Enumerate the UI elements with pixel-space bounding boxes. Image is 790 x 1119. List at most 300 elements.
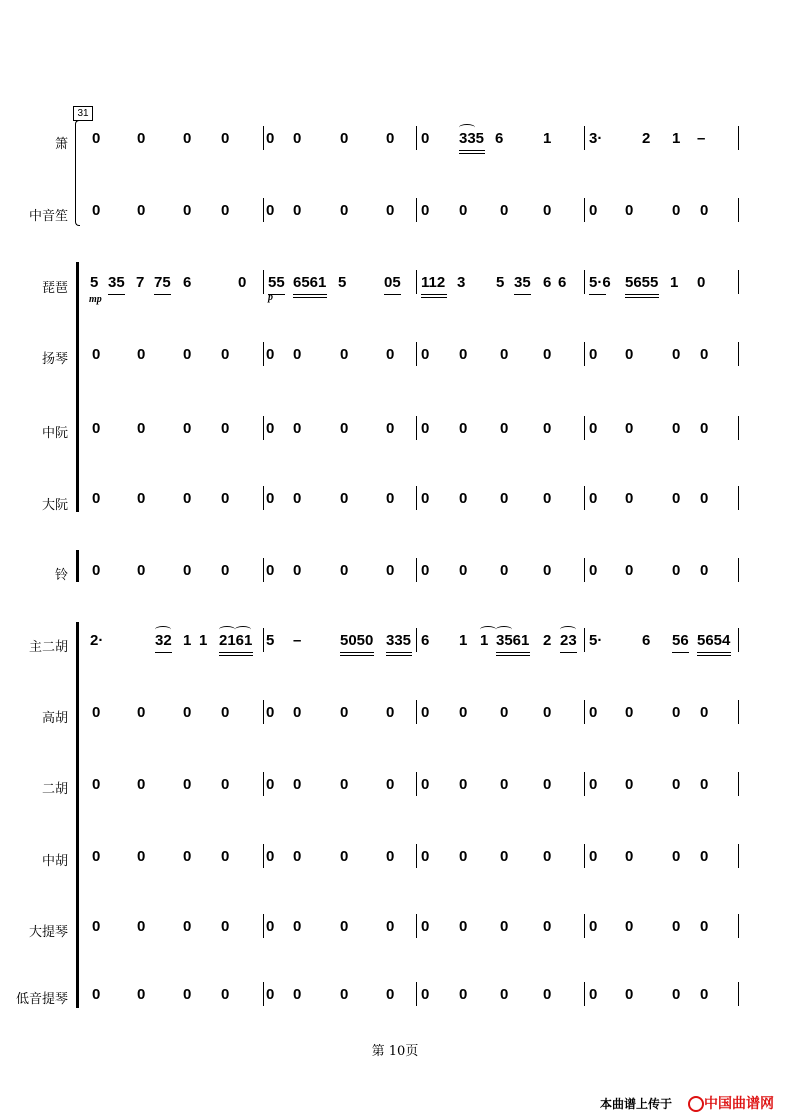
jianpu-note: 0 bbox=[625, 420, 634, 437]
jianpu-note: 0 bbox=[500, 986, 509, 1003]
jianpu-note: 7 bbox=[136, 274, 145, 291]
jianpu-note: 0 bbox=[92, 490, 101, 507]
beam-underline bbox=[154, 294, 171, 295]
jianpu-note: 0 bbox=[543, 420, 552, 437]
jianpu-note: 3 bbox=[457, 274, 466, 291]
jianpu-note: 6 bbox=[543, 274, 552, 291]
jianpu-note: 0 bbox=[221, 420, 230, 437]
upload-caption: 本曲谱上传于 bbox=[600, 1097, 673, 1111]
jianpu-note: 335 bbox=[386, 632, 412, 649]
barline bbox=[738, 700, 739, 724]
instrument-label-diyintiqin: 低音提琴 bbox=[15, 992, 68, 1007]
jianpu-note: 0 bbox=[137, 704, 146, 721]
jianpu-note: 5· bbox=[589, 632, 603, 649]
jianpu-note: 0 bbox=[293, 562, 302, 579]
instrument-label-zhongyinsheng: 中音笙 bbox=[28, 209, 68, 224]
jianpu-note: 1 bbox=[670, 274, 679, 291]
jianpu-note: 0 bbox=[589, 420, 598, 437]
beam-underline bbox=[340, 655, 374, 656]
jianpu-note: 0 bbox=[386, 562, 395, 579]
instrument-label-yangqin: 扬琴 bbox=[41, 352, 68, 367]
jianpu-note: 0 bbox=[221, 704, 230, 721]
jianpu-note: 0 bbox=[293, 918, 302, 935]
jianpu-note: 0 bbox=[500, 202, 509, 219]
bowed-bracket bbox=[76, 622, 79, 1008]
jianpu-note: 0 bbox=[137, 420, 146, 437]
percussion-bracket bbox=[76, 550, 79, 582]
jianpu-note: – bbox=[293, 632, 302, 649]
slur-tie bbox=[459, 124, 475, 131]
jianpu-note: 0 bbox=[266, 420, 275, 437]
instrument-label-zhongruan: 中阮 bbox=[41, 426, 68, 441]
jianpu-note: 0 bbox=[92, 202, 101, 219]
jianpu-note: 0 bbox=[183, 346, 192, 363]
jianpu-note: 0 bbox=[421, 346, 430, 363]
barline bbox=[416, 198, 417, 222]
jianpu-note: 0 bbox=[543, 346, 552, 363]
jianpu-note: 0 bbox=[672, 848, 681, 865]
jianpu-note: 0 bbox=[500, 420, 509, 437]
jianpu-note: 0 bbox=[459, 848, 468, 865]
jianpu-note: 0 bbox=[340, 704, 349, 721]
jianpu-note: 2 bbox=[543, 632, 552, 649]
jianpu-note: 0 bbox=[293, 704, 302, 721]
jianpu-note: 0 bbox=[421, 704, 430, 721]
barline bbox=[738, 342, 739, 366]
beam-underline bbox=[697, 655, 731, 656]
jianpu-note: 0 bbox=[221, 918, 230, 935]
jianpu-note: 0 bbox=[340, 346, 349, 363]
jianpu-note: 0 bbox=[500, 704, 509, 721]
jianpu-note: 0 bbox=[672, 202, 681, 219]
jianpu-note: 0 bbox=[92, 562, 101, 579]
jianpu-note: 6 bbox=[421, 632, 430, 649]
barline bbox=[416, 486, 417, 510]
jianpu-note: 6 bbox=[558, 274, 567, 291]
barline bbox=[263, 270, 264, 294]
jianpu-note: 0 bbox=[137, 918, 146, 935]
jianpu-note: 0 bbox=[421, 918, 430, 935]
jianpu-note: 0 bbox=[266, 202, 275, 219]
barline bbox=[263, 198, 264, 222]
jianpu-note: 0 bbox=[293, 202, 302, 219]
jianpu-note: 1 bbox=[183, 632, 192, 649]
jianpu-note: 0 bbox=[543, 848, 552, 865]
jianpu-note: 0 bbox=[386, 346, 395, 363]
jianpu-note: 5654 bbox=[697, 632, 731, 649]
jianpu-note: 0 bbox=[221, 130, 230, 147]
barline bbox=[738, 628, 739, 652]
barline bbox=[416, 700, 417, 724]
jianpu-note: 0 bbox=[221, 848, 230, 865]
jianpu-note: 0 bbox=[183, 562, 192, 579]
jianpu-note: – bbox=[697, 130, 706, 147]
jianpu-note: 0 bbox=[625, 918, 634, 935]
jianpu-note: 0 bbox=[589, 202, 598, 219]
jianpu-note: 0 bbox=[266, 346, 275, 363]
jianpu-note: 0 bbox=[266, 918, 275, 935]
jianpu-note: 0 bbox=[293, 130, 302, 147]
jianpu-note: 0 bbox=[459, 346, 468, 363]
jianpu-note: 0 bbox=[700, 986, 709, 1003]
jianpu-note: 0 bbox=[137, 776, 146, 793]
page-number: 第 10页 bbox=[371, 1044, 419, 1059]
slur-tie bbox=[235, 626, 251, 633]
barline bbox=[738, 126, 739, 150]
beam-underline bbox=[625, 297, 659, 298]
beam-underline bbox=[293, 297, 327, 298]
instrument-label-zhuerhu: 主二胡 bbox=[28, 640, 68, 655]
jianpu-note: 0 bbox=[92, 986, 101, 1003]
barline bbox=[584, 416, 585, 440]
jianpu-note: 5 bbox=[90, 274, 99, 291]
jianpu-note: 0 bbox=[672, 704, 681, 721]
barline bbox=[263, 342, 264, 366]
jianpu-note: 23 bbox=[560, 632, 577, 649]
dynamic-p: p bbox=[268, 292, 273, 303]
barline bbox=[584, 270, 585, 294]
beam-underline bbox=[421, 294, 447, 295]
jianpu-note: 0 bbox=[421, 130, 430, 147]
jianpu-note: 0 bbox=[183, 986, 192, 1003]
jianpu-note: 1 bbox=[459, 632, 468, 649]
jianpu-note: 0 bbox=[92, 420, 101, 437]
jianpu-note: 0 bbox=[589, 490, 598, 507]
beam-underline bbox=[386, 652, 412, 653]
barline bbox=[416, 342, 417, 366]
jianpu-note: 0 bbox=[700, 776, 709, 793]
jianpu-note: 0 bbox=[183, 918, 192, 935]
jianpu-note: 0 bbox=[625, 848, 634, 865]
jianpu-note: 5050 bbox=[340, 632, 374, 649]
barline bbox=[738, 198, 739, 222]
beam-underline bbox=[219, 655, 253, 656]
jianpu-note: 0 bbox=[589, 918, 598, 935]
jianpu-note: 0 bbox=[221, 490, 230, 507]
site-logo-text: 中国曲谱网 bbox=[704, 1096, 774, 1112]
jianpu-note: 0 bbox=[266, 130, 275, 147]
jianpu-note: 5 bbox=[496, 274, 505, 291]
jianpu-note: 0 bbox=[386, 776, 395, 793]
jianpu-note: 0 bbox=[92, 776, 101, 793]
jianpu-note: 56 bbox=[672, 632, 689, 649]
jianpu-note: 0 bbox=[421, 202, 430, 219]
jianpu-note: 0 bbox=[625, 202, 634, 219]
jianpu-note: 0 bbox=[421, 420, 430, 437]
barline bbox=[584, 982, 585, 1006]
jianpu-note: 0 bbox=[386, 986, 395, 1003]
jianpu-note: 0 bbox=[589, 848, 598, 865]
barline bbox=[263, 558, 264, 582]
jianpu-note: 0 bbox=[672, 918, 681, 935]
jianpu-note: 0 bbox=[459, 704, 468, 721]
jianpu-note: 0 bbox=[386, 918, 395, 935]
instrument-label-xiao: 箫 bbox=[54, 137, 68, 152]
jianpu-note: 1 bbox=[480, 632, 489, 649]
winds-brace bbox=[75, 120, 80, 226]
barline bbox=[738, 844, 739, 868]
jianpu-note: 0 bbox=[340, 776, 349, 793]
measure-number: 31 bbox=[73, 106, 93, 121]
jianpu-note: 0 bbox=[340, 918, 349, 935]
jianpu-note: 0 bbox=[266, 848, 275, 865]
jianpu-note: 0 bbox=[421, 490, 430, 507]
beam-underline bbox=[625, 294, 659, 295]
dynamic-mp: mp bbox=[89, 294, 102, 305]
barline bbox=[738, 982, 739, 1006]
jianpu-note: 0 bbox=[340, 848, 349, 865]
jianpu-note: 0 bbox=[266, 776, 275, 793]
jianpu-note: 5 bbox=[266, 632, 275, 649]
jianpu-note: 0 bbox=[672, 562, 681, 579]
jianpu-note: 0 bbox=[700, 202, 709, 219]
jianpu-note: 2 bbox=[642, 130, 651, 147]
jianpu-note: 0 bbox=[293, 346, 302, 363]
jianpu-note: 0 bbox=[700, 848, 709, 865]
barline bbox=[263, 982, 264, 1006]
jianpu-note: 3561 bbox=[496, 632, 530, 649]
jianpu-note: 0 bbox=[183, 490, 192, 507]
beam-underline bbox=[459, 150, 485, 151]
barline bbox=[738, 270, 739, 294]
jianpu-note: 0 bbox=[543, 202, 552, 219]
jianpu-note: 5655 bbox=[625, 274, 659, 291]
jianpu-note: 0 bbox=[340, 986, 349, 1003]
circle-logo-icon bbox=[688, 1096, 704, 1112]
jianpu-note: 0 bbox=[700, 346, 709, 363]
jianpu-note: 0 bbox=[293, 776, 302, 793]
barline bbox=[738, 772, 739, 796]
jianpu-note: 0 bbox=[543, 918, 552, 935]
barline bbox=[584, 486, 585, 510]
jianpu-note: 0 bbox=[672, 490, 681, 507]
jianpu-note: 0 bbox=[589, 704, 598, 721]
barline bbox=[738, 914, 739, 938]
jianpu-note: 0 bbox=[183, 420, 192, 437]
jianpu-note: 0 bbox=[386, 420, 395, 437]
jianpu-note: 0 bbox=[421, 776, 430, 793]
instrument-label-ling: 铃 bbox=[54, 568, 68, 583]
jianpu-note: 0 bbox=[183, 776, 192, 793]
jianpu-note: 0 bbox=[700, 918, 709, 935]
slur-tie bbox=[219, 626, 235, 633]
jianpu-note: 0 bbox=[500, 490, 509, 507]
beam-underline bbox=[672, 652, 689, 653]
jianpu-note: 1 bbox=[199, 632, 208, 649]
jianpu-note: 0 bbox=[340, 202, 349, 219]
barline bbox=[738, 416, 739, 440]
jianpu-note: 3· bbox=[589, 130, 603, 147]
jianpu-note: 0 bbox=[386, 202, 395, 219]
jianpu-note: 0 bbox=[293, 986, 302, 1003]
beam-underline bbox=[421, 297, 447, 298]
jianpu-note: 0 bbox=[137, 490, 146, 507]
jianpu-note: 0 bbox=[543, 704, 552, 721]
jianpu-note: 0 bbox=[500, 848, 509, 865]
jianpu-note: 0 bbox=[459, 776, 468, 793]
jianpu-note: 112 bbox=[421, 274, 446, 291]
barline bbox=[263, 844, 264, 868]
jianpu-note: 0 bbox=[700, 490, 709, 507]
jianpu-note: 0 bbox=[543, 776, 552, 793]
jianpu-note: 6 bbox=[183, 274, 192, 291]
jianpu-note: 0 bbox=[459, 986, 468, 1003]
slur-tie bbox=[480, 626, 496, 633]
jianpu-note: 0 bbox=[92, 346, 101, 363]
barline bbox=[263, 416, 264, 440]
jianpu-note: 0 bbox=[459, 918, 468, 935]
jianpu-note: 0 bbox=[700, 704, 709, 721]
barline bbox=[584, 126, 585, 150]
beam-underline bbox=[697, 652, 731, 653]
jianpu-note: 75 bbox=[154, 274, 171, 291]
instrument-label-datiqin: 大提琴 bbox=[28, 925, 68, 940]
jianpu-note: 0 bbox=[543, 562, 552, 579]
jianpu-note: 0 bbox=[543, 490, 552, 507]
jianpu-note: 0 bbox=[340, 562, 349, 579]
barline bbox=[584, 342, 585, 366]
jianpu-note: 5 bbox=[338, 274, 347, 291]
jianpu-note: 0 bbox=[221, 986, 230, 1003]
jianpu-note: 0 bbox=[543, 986, 552, 1003]
jianpu-note: 0 bbox=[266, 704, 275, 721]
jianpu-note: 0 bbox=[340, 490, 349, 507]
jianpu-note: 0 bbox=[340, 130, 349, 147]
beam-underline bbox=[219, 652, 253, 653]
barline bbox=[416, 772, 417, 796]
jianpu-note: 0 bbox=[238, 274, 247, 291]
jianpu-note: 0 bbox=[500, 346, 509, 363]
barline bbox=[738, 486, 739, 510]
barline bbox=[263, 628, 264, 652]
jianpu-note: 1 bbox=[543, 130, 552, 147]
barline bbox=[263, 914, 264, 938]
plucked-bracket bbox=[76, 262, 79, 512]
beam-underline bbox=[459, 153, 485, 154]
barline bbox=[584, 914, 585, 938]
jianpu-note: 0 bbox=[459, 202, 468, 219]
beam-underline bbox=[496, 652, 530, 653]
barline bbox=[416, 126, 417, 150]
jianpu-note: 0 bbox=[221, 202, 230, 219]
jianpu-note: 0 bbox=[700, 562, 709, 579]
barline bbox=[263, 486, 264, 510]
jianpu-note: 0 bbox=[183, 848, 192, 865]
barline bbox=[416, 628, 417, 652]
jianpu-note: 0 bbox=[221, 346, 230, 363]
jianpu-note: 335 bbox=[459, 130, 485, 147]
beam-underline bbox=[155, 652, 172, 653]
barline bbox=[584, 844, 585, 868]
jianpu-note: 0 bbox=[421, 562, 430, 579]
jianpu-note: 0 bbox=[700, 420, 709, 437]
jianpu-note: 0 bbox=[386, 490, 395, 507]
barline bbox=[416, 416, 417, 440]
beam-underline bbox=[384, 294, 401, 295]
jianpu-note: 1 bbox=[672, 130, 681, 147]
jianpu-note: 0 bbox=[589, 776, 598, 793]
instrument-label-zhonghu: 中胡 bbox=[41, 854, 68, 869]
barline bbox=[263, 700, 264, 724]
jianpu-note: 0 bbox=[92, 918, 101, 935]
jianpu-note: 0 bbox=[625, 346, 634, 363]
beam-underline bbox=[514, 294, 531, 295]
barline bbox=[738, 558, 739, 582]
jianpu-note: 0 bbox=[293, 848, 302, 865]
slur-tie bbox=[496, 626, 512, 633]
jianpu-note: 0 bbox=[293, 420, 302, 437]
barline bbox=[584, 772, 585, 796]
jianpu-note: 0 bbox=[137, 848, 146, 865]
jianpu-note: 6561 bbox=[293, 274, 327, 291]
slur-tie bbox=[155, 626, 171, 633]
jianpu-note: 0 bbox=[672, 420, 681, 437]
jianpu-note: 0 bbox=[266, 490, 275, 507]
jianpu-note: 32 bbox=[155, 632, 172, 649]
jianpu-note: 5·6 bbox=[589, 274, 611, 291]
jianpu-note: 0 bbox=[459, 562, 468, 579]
jianpu-note: 0 bbox=[500, 776, 509, 793]
jianpu-note: 0 bbox=[625, 490, 634, 507]
jianpu-note: 0 bbox=[589, 346, 598, 363]
beam-underline bbox=[386, 655, 412, 656]
instrument-label-gaohu: 高胡 bbox=[41, 711, 68, 726]
jianpu-note: 0 bbox=[183, 202, 192, 219]
jianpu-note: 0 bbox=[183, 704, 192, 721]
barline bbox=[416, 914, 417, 938]
jianpu-note: 0 bbox=[137, 346, 146, 363]
jianpu-note: 0 bbox=[625, 704, 634, 721]
jianpu-note: 0 bbox=[183, 130, 192, 147]
jianpu-note: 0 bbox=[625, 562, 634, 579]
jianpu-note: 0 bbox=[92, 848, 101, 865]
jianpu-note: 6 bbox=[642, 632, 651, 649]
beam-underline bbox=[340, 652, 374, 653]
jianpu-note: 0 bbox=[137, 986, 146, 1003]
jianpu-note: 55 bbox=[268, 274, 285, 291]
jianpu-note: 2161 bbox=[219, 632, 253, 649]
barline bbox=[263, 772, 264, 796]
jianpu-note: 0 bbox=[500, 562, 509, 579]
jianpu-note: 0 bbox=[137, 562, 146, 579]
jianpu-note: 0 bbox=[459, 420, 468, 437]
barline bbox=[584, 558, 585, 582]
jianpu-note: 0 bbox=[459, 490, 468, 507]
barline bbox=[263, 126, 264, 150]
jianpu-note: 0 bbox=[92, 704, 101, 721]
beam-underline bbox=[293, 294, 327, 295]
instrument-label-pipa: 琵琶 bbox=[41, 281, 68, 296]
jianpu-note: 0 bbox=[672, 986, 681, 1003]
beam-underline bbox=[589, 294, 606, 295]
jianpu-note: 0 bbox=[92, 130, 101, 147]
jianpu-note: 0 bbox=[625, 986, 634, 1003]
jianpu-note: 05 bbox=[384, 274, 401, 291]
jianpu-note: 0 bbox=[386, 130, 395, 147]
jianpu-note: 0 bbox=[137, 130, 146, 147]
barline bbox=[416, 558, 417, 582]
barline bbox=[584, 628, 585, 652]
instrument-label-daruan: 大阮 bbox=[41, 498, 68, 513]
jianpu-note: 0 bbox=[221, 776, 230, 793]
jianpu-note: 2· bbox=[90, 632, 104, 649]
barline bbox=[584, 700, 585, 724]
jianpu-note: 0 bbox=[589, 562, 598, 579]
jianpu-note: 0 bbox=[266, 986, 275, 1003]
beam-underline bbox=[560, 652, 577, 653]
jianpu-note: 6 bbox=[495, 130, 504, 147]
beam-underline bbox=[108, 294, 125, 295]
